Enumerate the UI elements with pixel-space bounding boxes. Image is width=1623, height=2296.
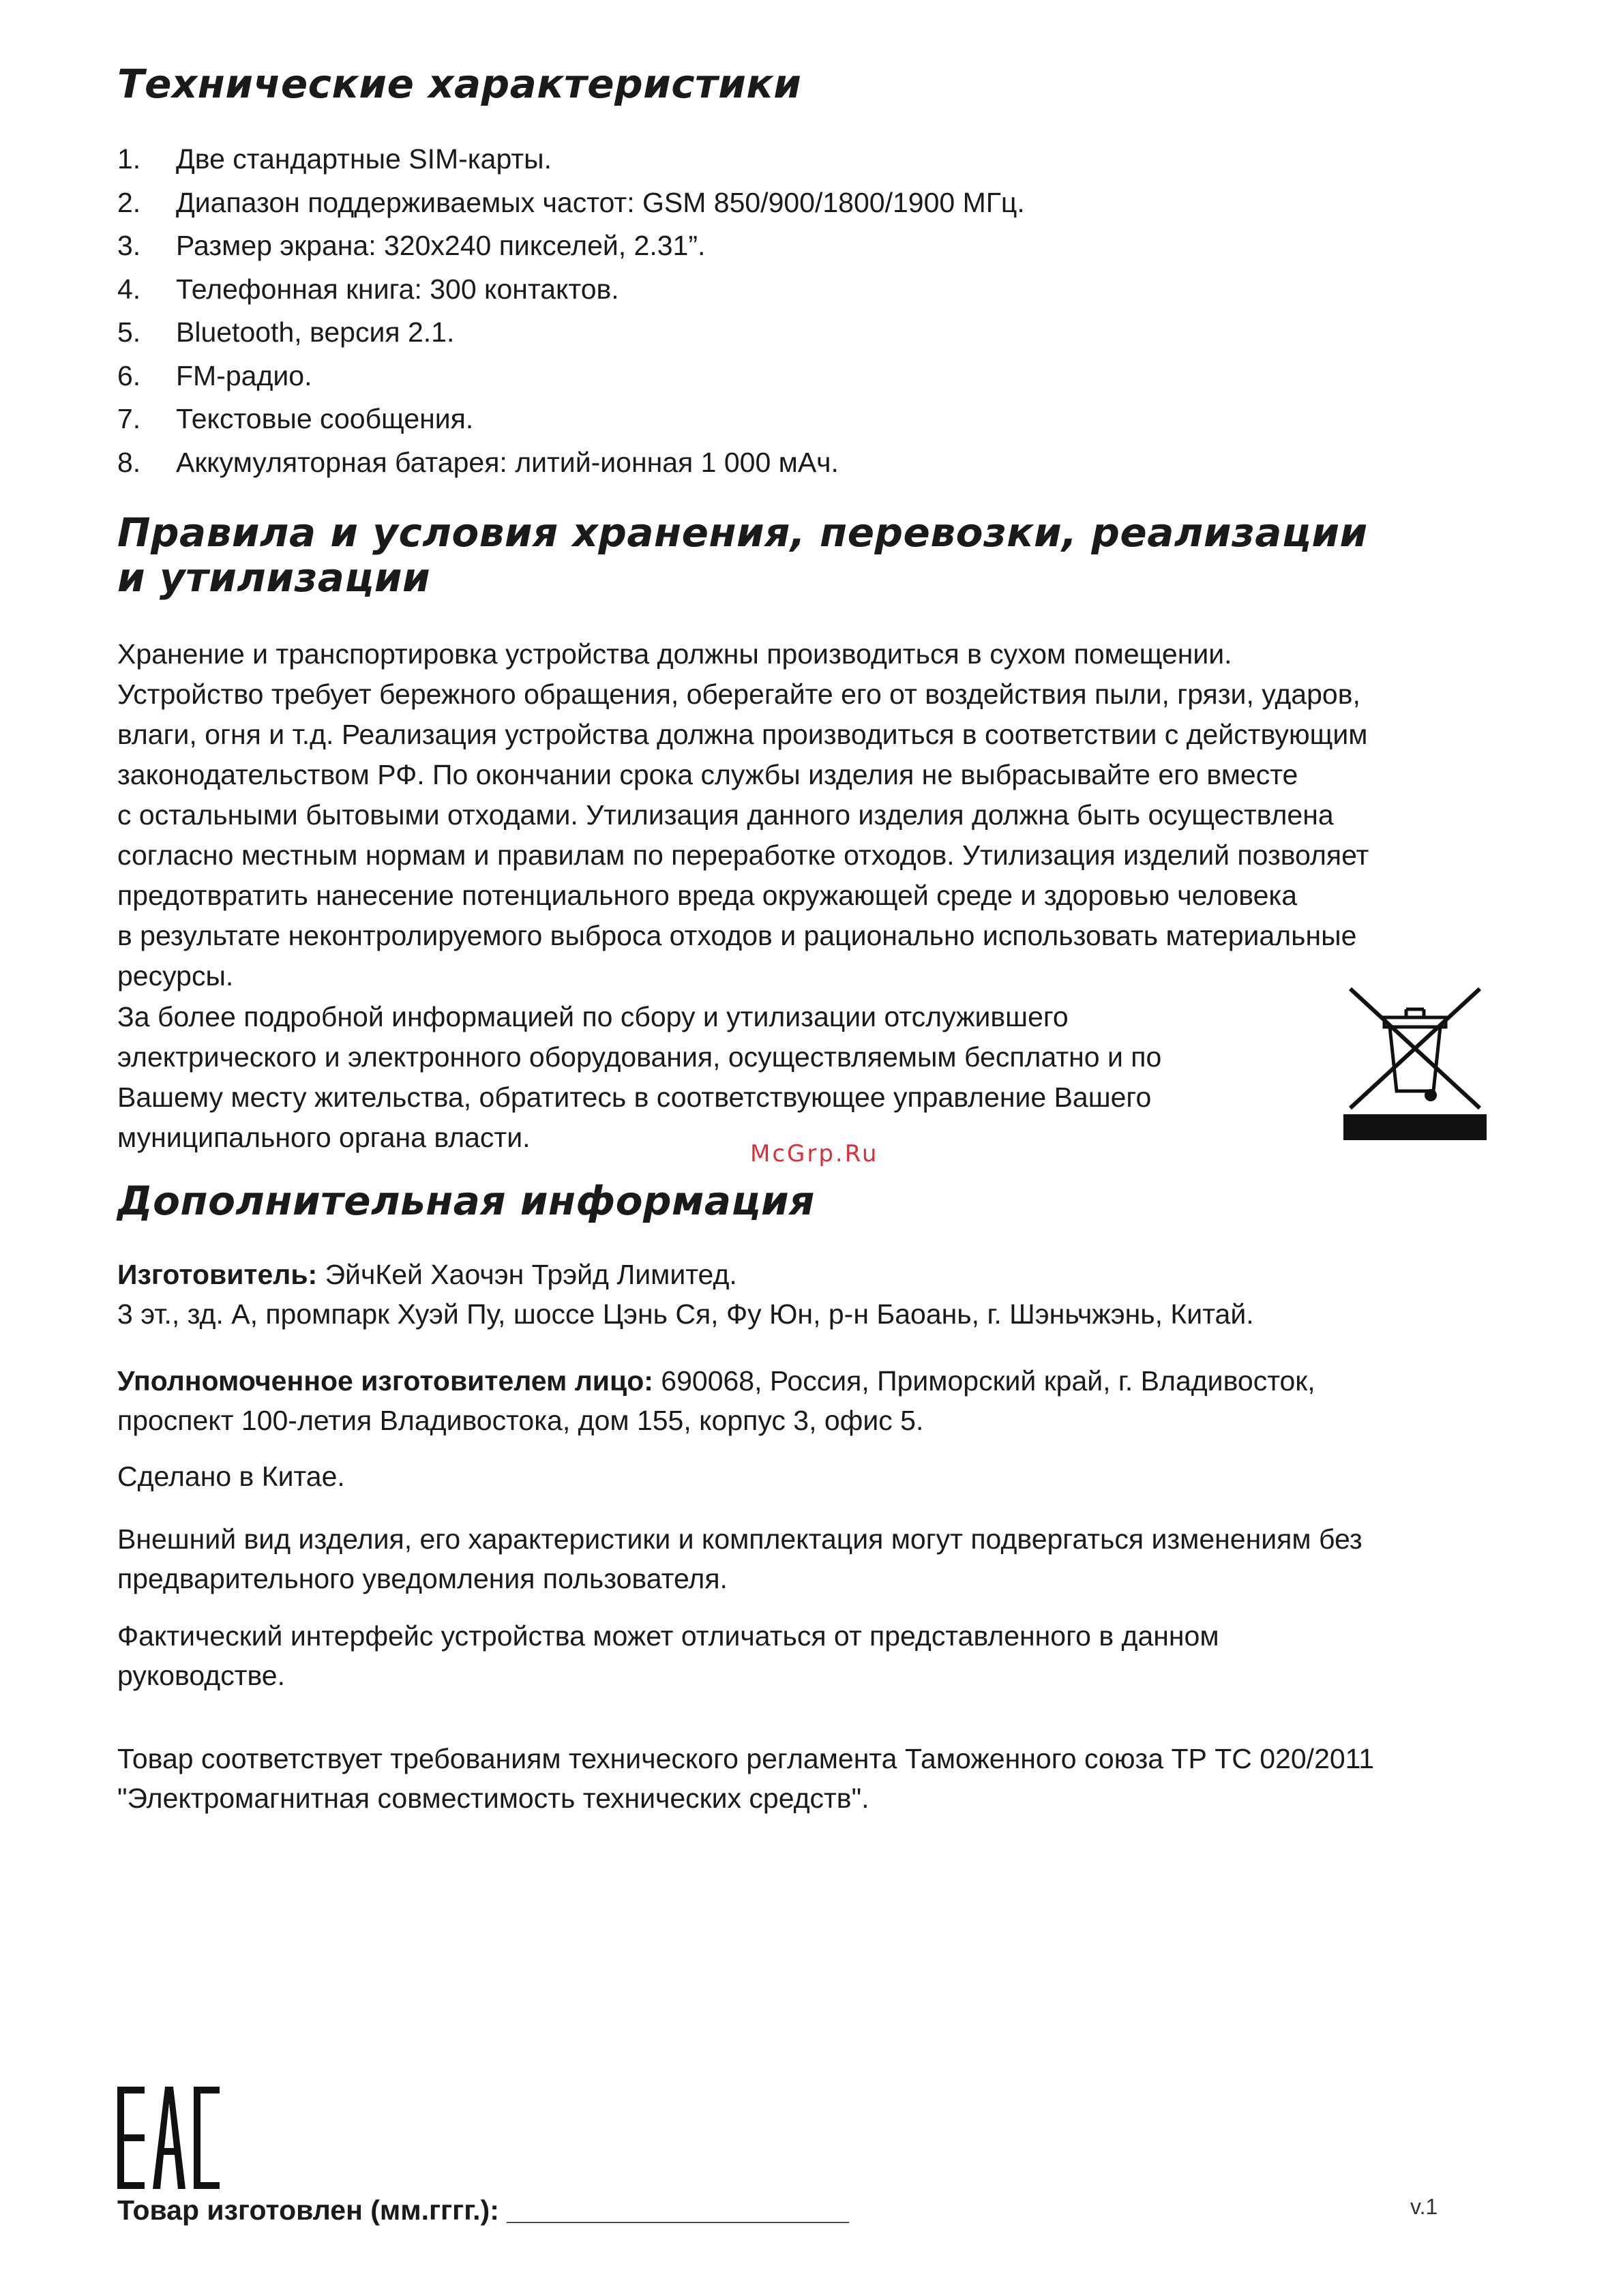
manufacturer-paragraph: [117, 1255, 1254, 1334]
manufacture-date-label: Товар изготовлен (мм.гггг.):: [117, 2194, 499, 2226]
list-text: Текстовые сообщения.: [176, 403, 474, 434]
regulation-notice: Товар соответствует требованиям технического регламента Таможенного союза ТР ТС 020/2011 "Электромагнитная совместимость технических средств".: [117, 1743, 1375, 1814]
list-number: 8.: [117, 446, 141, 478]
extra-info-heading: Дополнительная информация: [117, 1178, 815, 1224]
list-text: Bluetooth, версия 2.1.: [176, 316, 455, 348]
list-number: 2.: [117, 186, 141, 218]
list-text: Аккумуляторная батарея: литий-ионная 1 000 мАч.: [176, 446, 839, 478]
rules-paragraph: Хранение и транспортировка устройства должны производиться в сухом помещении. Устройство требует бережного обращения, оберегайте его от воздействия пыли, грязи, ударов, влаги, огня и т.д. Реализация устройства должна производиться в соответствии с действующим законодательством РФ. По окончании срока службы изделия не выбрасывайте его вместе с остальными бытовыми отходами. Утилизация данного изделия должна быть осуществлена согласно местным нормам и правилам по переработке отходов. Утилизация изделий позволяет предотвратить нанесение потенциального вреда окружающей среде и здоровью человека в результате неконтролируемого выброса отходов и рационально использовать материальные ресурсы.: [117, 638, 1369, 992]
manufacture-date-blank: ______________________: [498, 2194, 849, 2226]
crossed-out-wheelie-bin-icon: [1343, 982, 1487, 1135]
list-number: 4.: [117, 273, 141, 305]
list-item: [117, 441, 1025, 485]
list-text: FM-радио.: [176, 359, 312, 391]
list-number: 7.: [117, 403, 141, 434]
list-number: 6.: [117, 359, 141, 391]
rules-heading: Правила и условия хранения, перевозки, реализации и утилизации: [117, 509, 1368, 601]
list-number: 5.: [117, 316, 141, 348]
list-item: [117, 398, 1025, 441]
weee-bar: [1343, 1114, 1487, 1140]
list-number: 1.: [117, 143, 141, 175]
list-item: [117, 181, 1025, 225]
list-text: Две стандартные SIM-карты.: [176, 143, 552, 175]
eac-mark-icon: [117, 2087, 226, 2189]
specs-list: [117, 138, 1025, 484]
watermark: McGrp.Ru: [750, 1140, 879, 1167]
representative-label: Уполномоченное изготовителем лицо:: [117, 1365, 653, 1397]
recycling-info-paragraph: За более подробной информацией по сбору и утилизации отслужившего электрического и электронного оборудования, осуществляемым бесплатно и по Вашему месту жительства, обратитесь в соответствующее управление Вашего муниципального органа власти.: [117, 1001, 1162, 1153]
representative-paragraph: [117, 1361, 1315, 1440]
list-item: [117, 268, 1025, 312]
manufacture-date-line: [117, 2190, 849, 2230]
list-text: Телефонная книга: 300 контактов.: [176, 273, 619, 305]
version-label: v.1: [1410, 2194, 1438, 2219]
list-item: [117, 355, 1025, 398]
manufacturer-label: Изготовитель:: [117, 1259, 318, 1290]
interface-notice: Фактический интерфейс устройства может отличаться от представленного в данном руководстве.: [117, 1620, 1219, 1691]
made-in-text: Сделано в Китае.: [117, 1461, 345, 1492]
appearance-notice: Внешний вид изделия, его характеристики и комплектация могут подвергаться изменениям без предварительного уведомления пользователя.: [117, 1523, 1363, 1594]
representative-text: 690068, Россия, Приморский край, г. Владивосток, проспект 100-летия Владивостока, дом 155, корпус 3, офис 5.: [117, 1365, 1315, 1436]
list-text: Диапазон поддерживаемых частот: GSM 850/900/1800/1900 МГц.: [176, 186, 1025, 218]
list-text: Размер экрана: 320x240 пикселей, 2.31”.: [176, 230, 706, 261]
list-item: [117, 311, 1025, 355]
list-item: [117, 138, 1025, 181]
specs-heading: Технические характеристики: [117, 61, 802, 107]
list-number: 3.: [117, 230, 141, 261]
list-item: [117, 224, 1025, 268]
manufacturer-text: ЭйчКей Хаочэн Трэйд Лимитед. 3 эт., зд. А, промпарк Хуэй Пу, шоссе Цэнь Ся, Фу Юн, р-н Баоань, г. Шэньчжэнь, Китай.: [117, 1259, 1254, 1330]
